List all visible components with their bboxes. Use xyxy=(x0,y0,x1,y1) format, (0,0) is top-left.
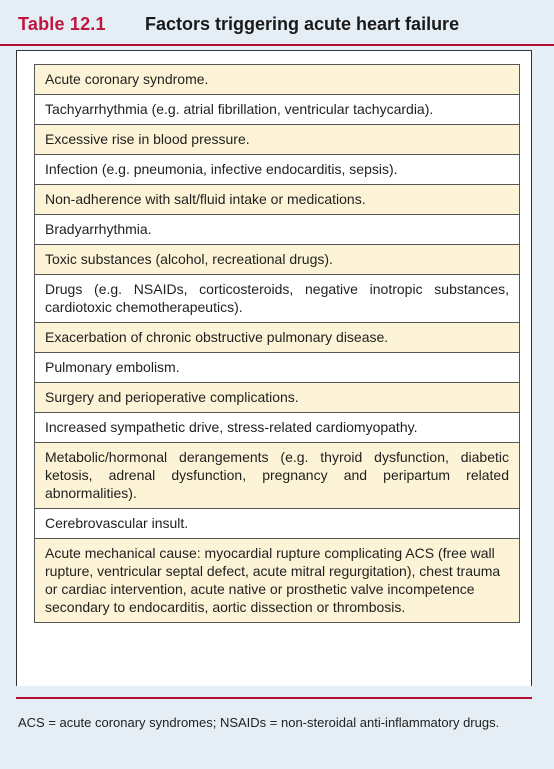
table-row: Acute coronary syndrome. xyxy=(35,64,519,94)
table-row: Toxic substances (alcohol, recreational drugs). xyxy=(35,244,519,274)
table-row: Infection (e.g. pneumonia, infective endocarditis, sepsis). xyxy=(35,154,519,184)
table-row: Drugs (e.g. NSAIDs, corticosteroids, negative inotropic substances, cardiotoxic chemotherapeutics). xyxy=(35,274,519,322)
table-row: Increased sympathetic drive, stress-related cardiomyopathy. xyxy=(35,412,519,442)
factors-table xyxy=(34,64,520,623)
table-number: Table 12.1 xyxy=(18,14,106,34)
table-row: Bradyarrhythmia. xyxy=(35,214,519,244)
table-row: Pulmonary embolism. xyxy=(35,352,519,382)
table-title: Factors triggering acute heart failure xyxy=(145,14,460,34)
table-row: Acute mechanical cause: myocardial rupture complicating ACS (free wall rupture, ventricular septal defect, acute mitral regurgitation), chest trauma or cardiac intervention, acute native or prosthetic valve incompetence secondary to endocarditis, aortic dissection or thrombosis. xyxy=(35,538,519,623)
table-row: Metabolic/hormonal derangements (e.g. thyroid dysfunction, diabetic ketosis, adrenal dysfunction, pregnancy and peripartum related abnormalities). xyxy=(35,442,519,508)
table-title-bar xyxy=(0,0,554,46)
bottom-divider xyxy=(16,697,532,699)
table-row: Exacerbation of chronic obstructive pulmonary disease. xyxy=(35,322,519,352)
table-row: Non-adherence with salt/fluid intake or medications. xyxy=(35,184,519,214)
table-footnote: ACS = acute coronary syndromes; NSAIDs = non-steroidal anti-inflammatory drugs. xyxy=(18,715,500,730)
table-row: Surgery and perioperative complications. xyxy=(35,382,519,412)
table-row: Tachyarrhythmia (e.g. atrial fibrillation, ventricular tachycardia). xyxy=(35,94,519,124)
table-row: Excessive rise in blood pressure. xyxy=(35,124,519,154)
table-row: Cerebrovascular insult. xyxy=(35,508,519,538)
